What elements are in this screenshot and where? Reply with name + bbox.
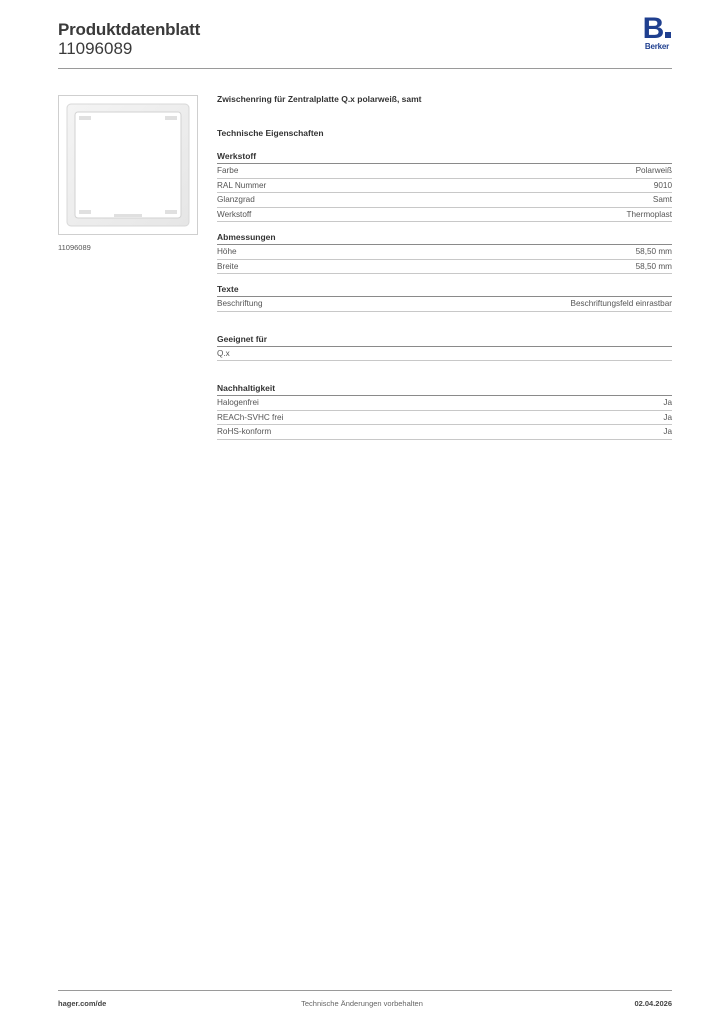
spec-row: REACh-SVHC frei Ja	[217, 411, 672, 426]
tech-heading: Technische Eigenschaften	[217, 128, 324, 138]
section-title: Abmessungen	[217, 232, 672, 245]
spec-row: RoHS-konform Ja	[217, 425, 672, 440]
section-texte	[217, 284, 672, 312]
spec-row: Farbe Polarweiß	[217, 164, 672, 179]
spec-row: Höhe 58,50 mm	[217, 245, 672, 260]
spec-row: RAL Nummer 9010	[217, 179, 672, 194]
spec-row: Glanzgrad Samt	[217, 193, 672, 208]
product-name: Zwischenring für Zentralplatte Q.x polarweiß, samt	[217, 94, 422, 104]
image-caption: 11096089	[58, 243, 91, 252]
section-werkstoff	[217, 151, 672, 222]
logo-dot	[665, 32, 671, 38]
spec-row: Breite 58,50 mm	[217, 260, 672, 275]
spec-row: Halogenfrei Ja	[217, 396, 672, 411]
logo-letter: B	[640, 16, 674, 42]
spec-content	[217, 94, 672, 450]
header-divider	[58, 68, 672, 69]
section-title: Werkstoff	[217, 151, 672, 164]
section-abmessungen	[217, 232, 672, 274]
footer-website-link[interactable]: hager.com/de	[58, 999, 107, 1008]
footer-divider	[58, 990, 672, 991]
footer-date: 02.04.2026	[634, 999, 672, 1008]
spec-row: Werkstoff Thermoplast	[217, 208, 672, 223]
product-image	[58, 95, 198, 235]
section-geeignet-fuer	[217, 334, 672, 362]
section-nachhaltigkeit	[217, 383, 672, 440]
article-number: 11096089	[58, 39, 133, 58]
logo-text: Berker	[644, 42, 670, 51]
footer-disclaimer: Technische Änderungen vorbehalten	[301, 999, 423, 1008]
section-title: Nachhaltigkeit	[217, 383, 672, 396]
page-title: Produktdatenblatt	[58, 20, 201, 39]
spec-row: Beschriftung Beschriftungsfeld einrastbar	[217, 297, 672, 312]
section-title: Texte	[217, 284, 672, 297]
section-title: Geeignet für	[217, 334, 672, 347]
spec-row: Q.x	[217, 347, 672, 362]
berker-logo	[640, 12, 674, 51]
